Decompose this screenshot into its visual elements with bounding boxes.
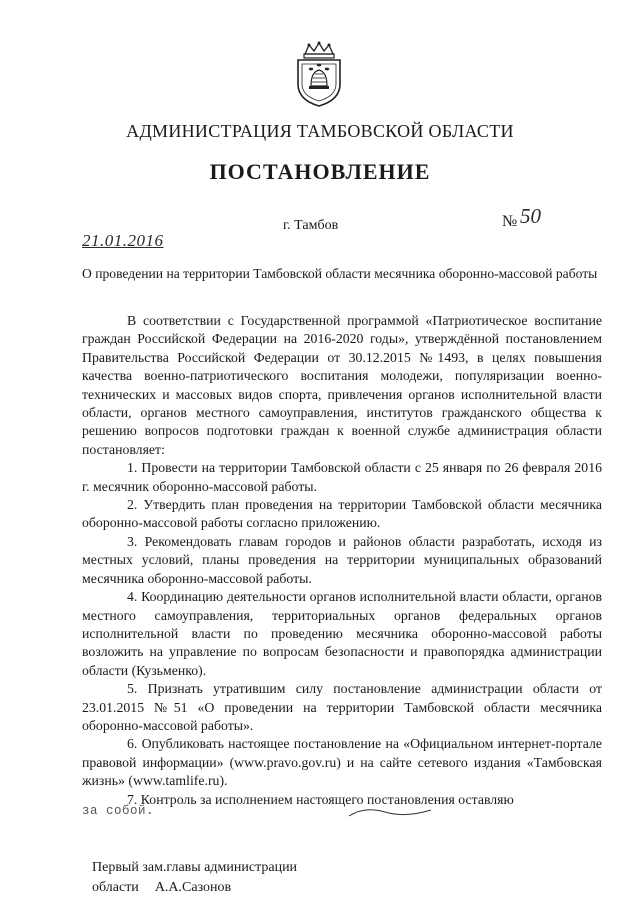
number-label: № <box>502 213 518 230</box>
clause-6: 6. Опубликовать настоящее постановление на «Официальном интернет-портале правовой информации» (www.pravo.gov.ru) и на сайте сетевого издания «Тамбовская жизнь» (www.tamlife.ru). <box>82 736 602 789</box>
clause-2: 2. Утвердить план проведения на территории Тамбовской области месячника оборонно-массовой работы согласно приложению. <box>82 497 602 531</box>
clause-1: 1. Провести на территории Тамбовской области с 25 января по 26 февраля 2016 г. месячник оборонно-массовой работы. <box>82 460 602 494</box>
organization-name: АДМИНИСТРАЦИЯ ТАМБОВСКОЙ ОБЛАСТИ <box>126 121 514 141</box>
preamble-paragraph: В соответствии с Государственной программой «Патриотическое воспитание граждан Российской Федерации на 2016-2020 годы», утверждённой постановлением Правительства Российской Федерации от 30.12.2015 №1493, в целях повышения качества военно-патриотического воспитания молодежи, популяризации военно-технических и массовых видов спорта, привлечения органов исполнительной власти области, органов местного самоуправления, институтов гражданского общества к решению вопросов подготовки граждан к военной службе администрация области постановляет: <box>82 313 602 457</box>
signatory-name: А.А.Сазонов <box>154 880 232 895</box>
signatory-position-line2: области <box>92 880 139 895</box>
city-label: г. Тамбов <box>283 218 339 233</box>
handwritten-signature-icon <box>345 802 435 822</box>
clause-4: 4. Координацию деятельности органов исполнительной власти области, органов местного самоуправления, территориальных органов федеральных органов исполнительной власти по проведению месячника оборонно-массовой работы возложить на управление по вопросам безопасности и правопорядка администрации области (Кузьменко). <box>82 589 602 678</box>
document-body <box>82 312 602 809</box>
document-title: ПОСТАНОВЛЕНИЕ <box>209 159 431 184</box>
clause-7: 7. Контроль за исполнением настоящего постановления оставляю <box>127 791 514 807</box>
signature-block <box>92 858 297 898</box>
signatory-position-line1: Первый зам.главы администрации <box>92 860 298 875</box>
document-subject: О проведении на территории Тамбовской области месячника оборонно-массовой работы <box>82 266 598 281</box>
tambov-coat-of-arms-icon <box>291 40 347 108</box>
handwritten-document-number: 50 <box>520 204 541 228</box>
clause-5: 5. Признать утратившим силу постановление администрации области от 23.01.2015 №51 «О проведении на территории Тамбовской области месячника оборонно-массовой работы». <box>82 681 602 733</box>
handwritten-date: 21.01.2016 <box>82 231 164 250</box>
typed-stamp-tail: за собой. <box>82 804 155 818</box>
clause-3: 3. Рекомендовать главам городов и районов области разработать, исходя из местных условий, планы проведения на территории муниципальных образований месячника оборонно-массовой работы. <box>82 533 602 586</box>
